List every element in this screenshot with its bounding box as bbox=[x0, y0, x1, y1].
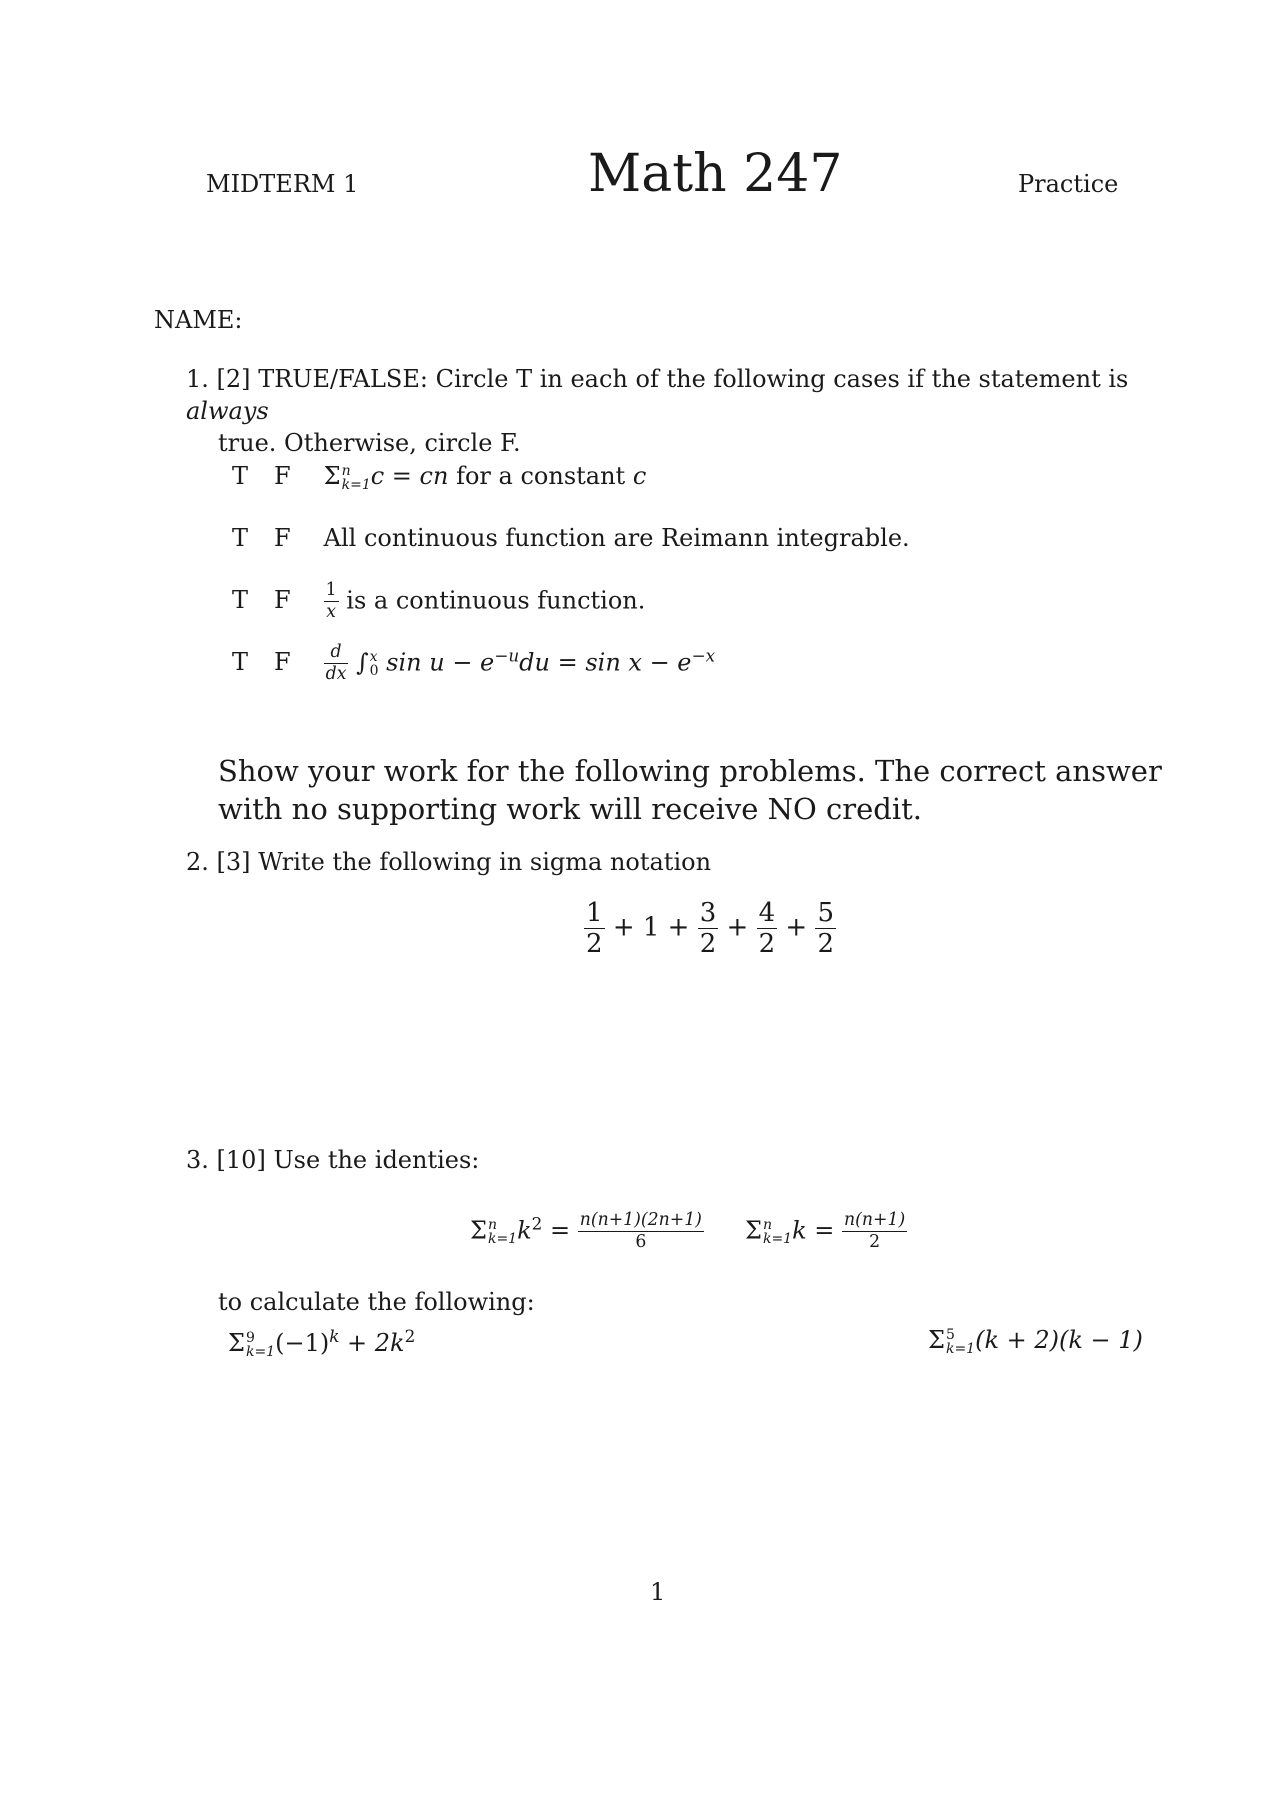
true-option[interactable]: T bbox=[232, 586, 249, 615]
fraction-denominator: 2 bbox=[817, 929, 835, 959]
sigma-symbol: Σ bbox=[323, 462, 341, 490]
problem-number: 1. bbox=[186, 365, 209, 393]
sigma-lower: k=1 bbox=[341, 476, 371, 493]
instruction-emphasis: always bbox=[186, 397, 269, 425]
sigma-upper: 9 bbox=[245, 1329, 255, 1346]
sum-expression-1 bbox=[228, 1326, 415, 1359]
page-number: 1 bbox=[650, 1578, 666, 1606]
name-label: NAME: bbox=[154, 306, 243, 334]
problem-text: Use the identies: bbox=[273, 1146, 480, 1174]
false-option[interactable]: F bbox=[274, 586, 291, 615]
fraction-numerator: 1 bbox=[325, 580, 337, 600]
sigma-symbol: Σ bbox=[228, 1329, 245, 1357]
fraction-denominator: x bbox=[324, 601, 339, 621]
statement-1-text: for a constant bbox=[456, 462, 626, 490]
equals-sign: = bbox=[814, 1216, 835, 1245]
problem-points: [3] bbox=[216, 848, 251, 876]
instruction-text: TRUE/FALSE: Circle T in each of the following cases if the statement is bbox=[258, 365, 1129, 393]
sigma-body: k bbox=[517, 1216, 532, 1245]
fraction-denominator: 6 bbox=[578, 1231, 704, 1251]
identity-sum-of-integers bbox=[745, 1212, 907, 1252]
sigma-upper: n bbox=[487, 1216, 497, 1233]
exponent: 2 bbox=[404, 1326, 416, 1346]
header-practice-label: Practice bbox=[1018, 170, 1119, 198]
fraction-numerator: n(n+1)(2n+1) bbox=[579, 1210, 702, 1230]
false-option[interactable]: F bbox=[274, 648, 291, 677]
statement-1-body: c = cn bbox=[370, 462, 449, 490]
problem-3-instruction bbox=[186, 1146, 479, 1174]
fraction-denominator: 2 bbox=[699, 929, 717, 959]
sigma-lower: k=1 bbox=[762, 1230, 793, 1247]
fraction-numerator: 4 bbox=[758, 898, 776, 928]
false-option[interactable]: F bbox=[274, 462, 291, 490]
plus-sign: + bbox=[726, 912, 749, 943]
problem-points: [2] bbox=[216, 365, 251, 393]
plus-sign: + bbox=[785, 912, 808, 943]
sigma-upper: n bbox=[762, 1216, 772, 1233]
tf-statement-4 bbox=[232, 644, 715, 684]
identity-sum-of-squares bbox=[470, 1212, 704, 1252]
sigma-lower: k=1 bbox=[945, 1340, 976, 1357]
statement-2: All continuous function are Reimann integrable. bbox=[323, 524, 910, 552]
true-option[interactable]: T bbox=[232, 524, 249, 552]
problem-number: 2. bbox=[186, 848, 209, 876]
sum-expression-2 bbox=[928, 1326, 1143, 1356]
fraction-numerator: 1 bbox=[586, 898, 603, 928]
show-work-note: Show your work for the following problems. The correct answer with no supporting work will receive NO credit. bbox=[218, 754, 1162, 826]
integral-symbol: ∫ bbox=[356, 648, 369, 677]
instruction-continuation: true. Otherwise, circle F. bbox=[218, 429, 521, 457]
integral-lower: 0 bbox=[369, 662, 379, 679]
statement-4-body: sin u − e bbox=[386, 648, 495, 677]
sigma-body: (k + 2)(k − 1) bbox=[975, 1326, 1143, 1354]
series-expression bbox=[584, 900, 836, 957]
statement-4 bbox=[324, 644, 715, 684]
header-course-label: MIDTERM 1 bbox=[206, 170, 359, 198]
statement-4-mid: du = sin x − e bbox=[519, 648, 692, 677]
integral-upper: x bbox=[369, 648, 378, 665]
sigma-upper: n bbox=[341, 462, 351, 479]
sigma-symbol: Σ bbox=[745, 1216, 762, 1245]
problem-2-instruction bbox=[186, 848, 711, 876]
exponent: −x bbox=[691, 645, 716, 666]
equals-sign: = bbox=[549, 1216, 571, 1245]
tf-statement-2 bbox=[232, 524, 910, 552]
fraction-numerator: 5 bbox=[817, 898, 835, 928]
true-option[interactable]: T bbox=[232, 462, 249, 490]
tf-statement-1 bbox=[232, 462, 646, 492]
fraction-denominator: 2 bbox=[842, 1231, 907, 1251]
fraction-denominator: 2 bbox=[586, 929, 603, 959]
problem-points: [10] bbox=[216, 1146, 266, 1174]
exponent: k bbox=[329, 1326, 340, 1346]
derivative-denominator: dx bbox=[325, 664, 347, 685]
exponent: 2 bbox=[531, 1213, 543, 1234]
sigma-symbol: Σ bbox=[470, 1216, 487, 1245]
calculate-instruction: to calculate the following: bbox=[218, 1288, 535, 1316]
sigma-body: k bbox=[792, 1216, 807, 1245]
tf-statement-3 bbox=[232, 582, 645, 622]
sigma-body: (−1) bbox=[275, 1329, 330, 1357]
fraction-denominator: 2 bbox=[758, 929, 776, 959]
problem-number: 3. bbox=[186, 1146, 209, 1174]
false-option[interactable]: F bbox=[274, 524, 291, 552]
page-title: Math 247 bbox=[588, 144, 843, 204]
statement-3 bbox=[324, 582, 646, 622]
sigma-lower: k=1 bbox=[245, 1343, 276, 1360]
true-option[interactable]: T bbox=[232, 648, 249, 677]
statement-1-var: c bbox=[632, 462, 647, 490]
sigma-upper: 5 bbox=[945, 1326, 955, 1343]
sigma-rest: + 2k bbox=[347, 1329, 405, 1357]
problem-1-instruction bbox=[186, 363, 1166, 459]
fraction-numerator: 3 bbox=[699, 898, 717, 928]
sigma-symbol: Σ bbox=[928, 1326, 945, 1354]
problem-text: Write the following in sigma notation bbox=[258, 848, 712, 876]
exponent: −u bbox=[494, 645, 520, 666]
plus-one: + 1 + bbox=[612, 912, 690, 943]
statement-3-text: is a continuous function. bbox=[346, 586, 646, 615]
derivative-numerator: d bbox=[330, 642, 342, 662]
statement-1 bbox=[324, 462, 647, 492]
fraction-numerator: n(n+1) bbox=[844, 1210, 906, 1230]
sigma-lower: k=1 bbox=[487, 1230, 518, 1247]
